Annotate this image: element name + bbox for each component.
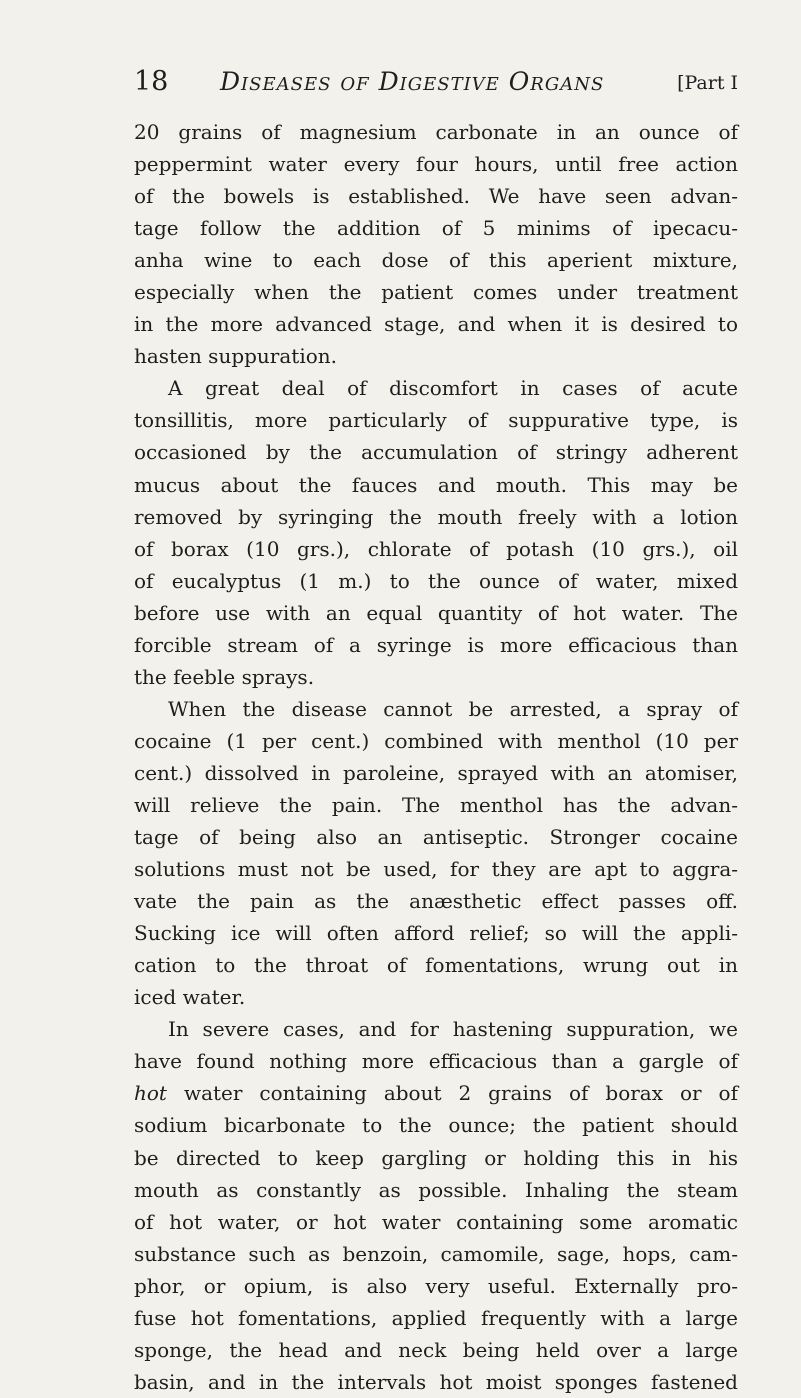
running-title: Diseases of Digestive Organs (220, 67, 605, 96)
part-label: [Part I (677, 72, 738, 94)
text-line: of the bowels is established. We have seen advan- (134, 184, 738, 209)
text-line: occasioned by the accumulation of stringy adherent (134, 440, 738, 465)
text-line: hasten suppuration. (134, 344, 338, 369)
running-head (134, 64, 738, 100)
text-line: especially when the patient comes under treatment (134, 280, 738, 305)
text-line: iced water. (134, 985, 246, 1010)
text-line: the feeble sprays. (134, 664, 315, 689)
text-line: be directed to keep gargling or holding this in his (134, 1145, 738, 1170)
text-line: will relieve the pain. The menthol has the advan- (134, 792, 738, 817)
text-line (134, 1077, 738, 1109)
text-line: sodium bicarbonate to the ounce; the patient should (134, 1113, 738, 1138)
text-line: cent.) dissolved in paroleine, sprayed with an atomiser, (134, 760, 738, 785)
text-line: forcible stream of a syringe is more efficacious than (134, 632, 738, 657)
text-line: cocaine (1 per cent.) combined with menthol (10 per (134, 728, 738, 753)
text-line: of hot water, or hot water containing some aromatic (134, 1209, 738, 1234)
page-number: 18 (134, 66, 169, 97)
text-line: A great deal of discomfort in cases of acute (168, 376, 738, 401)
text-line: fuse hot fomentations, applied frequently with a large (134, 1305, 738, 1330)
text-line: have found nothing more efficacious than a gargle of (134, 1049, 738, 1074)
text-line: mucus about the fauces and mouth. This may be (134, 472, 738, 497)
text-line: Sucking ice will often afford relief; so will the appli- (134, 921, 738, 946)
text-line: 20 grains of magnesium carbonate in an ounce of (134, 120, 738, 144)
text-line: cation to the throat of fomentations, wrung out in (134, 953, 738, 978)
text-line: substance such as benzoin, camomile, sage, hops, cam- (134, 1241, 738, 1266)
text-line: In severe cases, and for hastening suppuration, we (168, 1017, 738, 1042)
body-text (134, 116, 738, 1398)
text-line: sponge, the head and neck being held over a large (134, 1337, 738, 1362)
text-line: tage follow the addition of 5 minims of ipecacu- (134, 216, 738, 241)
text-line: tage of being also an antiseptic. Stronger cocaine (134, 825, 738, 850)
text-line: before use with an equal quantity of hot water. The (134, 600, 738, 625)
text-line: When the disease cannot be arrested, a spray of (168, 696, 738, 721)
text-line: removed by syringing the mouth freely with a lotion (134, 504, 738, 529)
italic-word: hot (134, 1081, 167, 1106)
line-remainder: water containing about 2 grains of borax or of (183, 1081, 738, 1106)
text-line: mouth as constantly as possible. Inhaling the steam (134, 1177, 738, 1202)
text-line: phor, or opium, is also very useful. Externally pro- (134, 1273, 738, 1298)
text-line: peppermint water every four hours, until free action (134, 152, 738, 177)
text-line: in the more advanced stage, and when it is desired to (134, 312, 738, 337)
text-line: of eucalyptus (1 m.) to the ounce of water, mixed (134, 568, 738, 593)
text-line: vate the pain as the anæsthetic effect passes off. (134, 889, 738, 914)
text-line: basin, and in the intervals hot moist sponges fastened (134, 1369, 738, 1394)
text-line: solutions must not be used, for they are apt to aggra- (134, 857, 738, 882)
text-line: tonsillitis, more particularly of suppurative type, is (134, 408, 738, 433)
text-line: anha wine to each dose of this aperient mixture, (134, 248, 738, 273)
text-line: of borax (10 grs.), chlorate of potash (10 grs.), oil (134, 536, 738, 561)
